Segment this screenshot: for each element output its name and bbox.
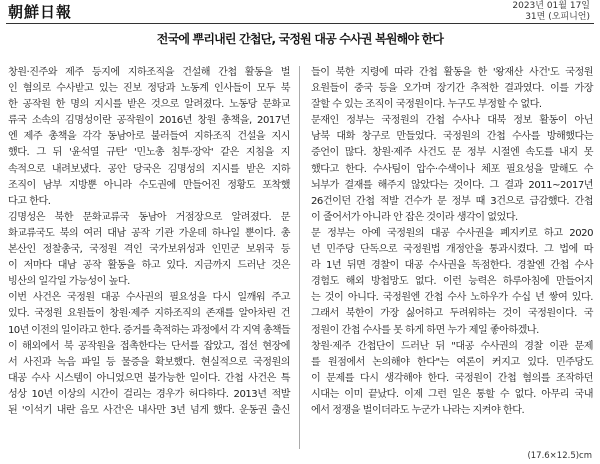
article-line: 증언이 많다. 창원·제주 사건도 문 정부 시절엔 속도를 내지 못 bbox=[311, 147, 593, 159]
article-line: 경험도 해외 방첩망도 없다. 이런 능력은 하루아침에 만들어지 bbox=[311, 276, 593, 288]
article-line: 라 1년 뒤면 경찰이 대공 수사권을 독점한다. 경찰엔 간첩 수사 bbox=[311, 260, 593, 272]
article-line: 에서 정쟁을 벌이더라도 누군가 나라는 지켜야 한다. bbox=[311, 404, 525, 416]
article-line: 류국 소속의 김명성이란 공작원이 2016년 창원 총책을, 2017년 bbox=[8, 115, 290, 127]
article-line: 다고 한다. bbox=[8, 195, 51, 207]
article-line: 엔 제주 총책을 각각 동남아로 불러들여 지하조직 건설을 지시 bbox=[8, 131, 290, 143]
article-line: 속적으로 내려보냈다. 공안 당국은 김명성의 지시를 받은 지하 bbox=[8, 163, 290, 175]
masthead-rule bbox=[6, 23, 594, 24]
article-line: 했다고 한다. 수사팀이 압수·수색이나 체포 필요성을 말해도 수 bbox=[311, 163, 593, 175]
editorial-headline: 전국에 뿌리내린 간첩단, 국정원 대공 수사권 복원해야 한다 bbox=[156, 32, 444, 46]
article-line: 남북 대화 창구로 만들었다. 국정원의 간첩 수사를 방해했다는 bbox=[311, 131, 593, 143]
article-column-right bbox=[311, 65, 593, 419]
article-line: 빙산의 일각일 가능성이 높다. bbox=[8, 276, 130, 288]
article-line: 문재인 정부는 국정원의 간첩 수사나 대북 정보 활동이 아닌 bbox=[311, 115, 593, 127]
article-line: 화교류국도 북의 여러 대남 공작 기관 가운데 하나일 뿐이다. 총 bbox=[8, 227, 290, 239]
article-line: 있다. 국정원 요원들이 창원·제주 지하조직의 존재를 알아차린 건 bbox=[8, 308, 290, 320]
article-line: 는 것이 아니다. 국정원엔 간첩 수사 노하우가 수십 년 쌓여 있다. bbox=[311, 292, 593, 304]
newspaper-masthead: 朝鮮日報 bbox=[8, 3, 73, 21]
article-line: 조직이 남부 지방뿐 아니라 수도권에 만들어진 정황도 포착했 bbox=[8, 179, 290, 191]
article-line: 이번 사건은 국정원 대공 수사권의 필요성을 다시 일깨워 주고 bbox=[8, 292, 290, 304]
clipping-size-note: (17.6×12.5)cm bbox=[527, 451, 592, 461]
article-line: 한 공작원 한 명의 지시를 받은 것으로 알려졌다. 노동당 문화교 bbox=[8, 99, 290, 111]
article-line: 이 해외에서 북 공작원을 접촉한다는 단서를 잡았고, 접선 현장에 bbox=[8, 340, 290, 352]
page-number: 31면 (오피니언) bbox=[525, 12, 590, 22]
column-divider bbox=[299, 66, 300, 449]
article-line: 10년 이전의 일이라고 한다. 증거를 축적하는 과정에서 각 지역 총책들 bbox=[8, 324, 290, 336]
article-line: 성상 10년 이상의 시간이 걸리는 경우가 허다하다. 2013년 적발 bbox=[8, 388, 290, 400]
article-line: 뇌부가 결재를 해주지 않았다는 것이다. 그 결과 2011~2017년 bbox=[311, 179, 593, 191]
article-line: 를 원점에서 논의해야 한다"는 여론이 커지고 있다. 민주당도 bbox=[311, 356, 593, 368]
article-line: 김명성은 북한 문화교류국 동남아 거점장으로 알려졌다. 문 bbox=[8, 211, 290, 223]
article-line: 인 혐의로 수사받고 있는 진보 정당과 노동계 인사들이 모두 북 bbox=[8, 83, 290, 95]
article-line: 년 민주당 단독으로 국정원법 개정안을 통과시켰다. 그 법에 따 bbox=[311, 244, 593, 256]
article-line: 된 '이석기 내란 음모 사건'은 내사만 3년 넘게 했다. 운동권 출신 bbox=[8, 404, 290, 416]
article-line: 문 정부는 아예 국정원의 대공 수사권을 폐지키로 하고 2020 bbox=[311, 227, 593, 239]
article-line: 이 저마다 대남 공작 활동을 하고 있다. 지금까지 드러난 것은 bbox=[8, 260, 290, 272]
article-line: 했다. 그 뒤 '윤석열 규탄' '민노총 침투·장악' 같은 지침을 지 bbox=[8, 147, 290, 159]
publication-date: 2023년 01월 17일 bbox=[512, 1, 590, 11]
article-line: 시대는 이미 끝났다. 이제 그런 일은 통할 수 없다. 아무리 국내 bbox=[311, 388, 593, 400]
article-line: 들이 북한 지령에 따라 간첩 활동을 한 '왕재산 사건'도 국정원 bbox=[311, 67, 593, 78]
article-line: 잘할 수 있는 조직이 국정원이다. 누구도 부정할 수 없다. bbox=[311, 99, 542, 111]
article-line: 26건이던 간첩 적발 건수가 문 정부 때 3건으로 급감했다. 간첩 bbox=[311, 195, 593, 207]
article-line: 대공 수사 시스템이 아니었으면 불가능한 일이다. 간첩 사건은 특 bbox=[8, 372, 290, 384]
article-line: 그래서 북한이 가장 싫어하고 두려워하는 것이 국정원이다. 국 bbox=[311, 308, 593, 320]
article-line: 이 문제를 다시 생각해야 한다. 국정원이 간첩 혐의를 조작하던 bbox=[311, 372, 593, 384]
article-column-left bbox=[8, 65, 290, 419]
article-line: 요원들이 중국 등을 오가며 장기간 추적한 결과였다. 이를 가장 bbox=[311, 83, 593, 95]
article-line: 정원이 간첩 수사를 못 하게 하면 누가 제일 좋아하겠나. bbox=[311, 324, 539, 336]
article-line: 창원·진주와 제주 등지에 지하조직을 건설해 간첩 활동을 벌 bbox=[8, 67, 290, 78]
article-line: 본산인 정찰총국, 국정원 격인 국가보위성과 인민군 보위국 등 bbox=[8, 244, 290, 256]
dateline bbox=[512, 1, 590, 23]
article-line: 창원·제주 간첩단이 드러난 뒤 "대공 수사권의 경찰 이관 문제 bbox=[311, 340, 593, 352]
article-line: 이 줄어서가 아니라 안 잡은 것이라 생각이 없었다. bbox=[311, 211, 518, 223]
article-line: 서 사진과 녹음 파일 등 물증을 확보했다. 현실적으로 국정원의 bbox=[8, 356, 290, 368]
